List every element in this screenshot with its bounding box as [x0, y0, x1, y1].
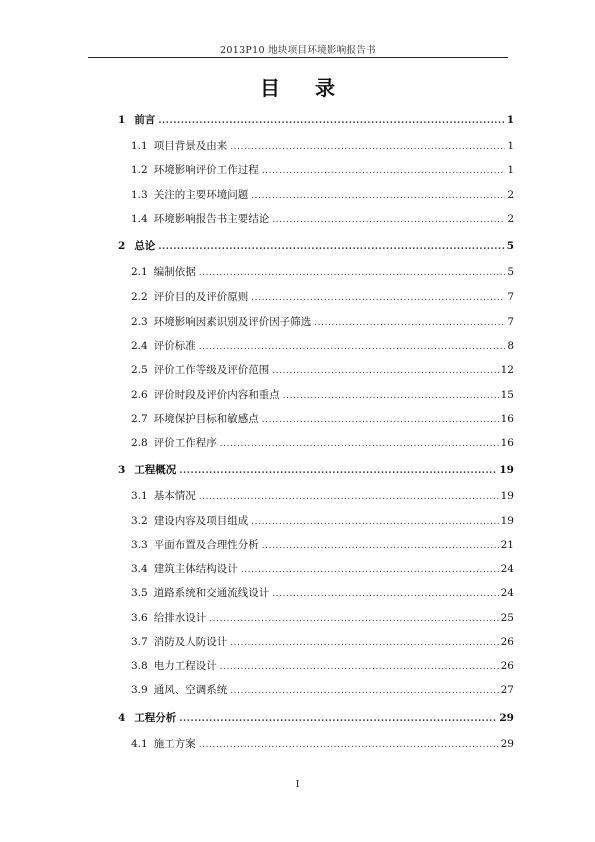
toc-entry-page: 1 [506, 114, 514, 126]
toc-entry-number: 2.8 [131, 437, 148, 449]
toc-section-entry[interactable] [131, 635, 514, 649]
toc-section-entry[interactable] [131, 489, 514, 503]
toc-entry-page: 21 [500, 539, 514, 551]
toc-entry-page: 1 [507, 140, 514, 152]
toc-dot-leader [251, 291, 505, 305]
toc-entry-title: 项目背景及由来 [153, 140, 228, 152]
toc-chapter-entry[interactable] [118, 239, 514, 253]
toc-section-entry[interactable] [131, 611, 514, 625]
toc-entry-number: 2 [118, 240, 126, 252]
toc-dot-leader [251, 189, 505, 203]
toc-section-entry[interactable] [131, 339, 514, 353]
toc-entry-page: 5 [507, 266, 514, 278]
toc-dot-leader [272, 213, 505, 227]
toc-entry-title: 工程概况 [134, 464, 177, 476]
toc-entry-page: 2 [507, 213, 514, 225]
toc-entry-title: 总论 [134, 240, 156, 252]
toc-entry-number: 1.2 [131, 164, 148, 176]
toc-entry-title: 编制依据 [153, 266, 196, 278]
toc-entry-title: 电力工程设计 [153, 660, 217, 672]
toc-entry-title: 关注的主要环境问题 [153, 189, 249, 201]
toc-section-entry[interactable] [131, 538, 514, 552]
toc-section-entry[interactable] [131, 436, 514, 450]
toc-section-entry[interactable] [131, 737, 514, 751]
toc-dot-leader [272, 364, 498, 378]
toc-dot-leader [220, 437, 499, 451]
toc-dot-leader [199, 490, 499, 504]
toc-entry-page: 2 [507, 189, 514, 201]
toc-section-entry[interactable] [131, 514, 514, 528]
toc-dot-leader [241, 563, 499, 577]
toc-entry-number: 4 [118, 712, 126, 724]
toc-entry-page: 1 [507, 164, 514, 176]
toc-section-entry[interactable] [131, 363, 514, 377]
toc-section-entry[interactable] [131, 586, 514, 600]
toc-entry-page: 29 [500, 738, 514, 750]
toc-entry-title: 消防及人防设计 [153, 636, 228, 648]
toc-dot-leader [199, 266, 506, 280]
toc-section-entry[interactable] [131, 212, 514, 226]
toc-entry-page: 8 [507, 340, 514, 352]
page-number: I [295, 780, 300, 790]
toc-section-entry[interactable] [131, 659, 514, 673]
toc-entry-number: 2.1 [131, 266, 148, 278]
toc-section-entry[interactable] [131, 139, 514, 153]
toc-entry-page: 24 [500, 587, 514, 599]
toc-section-entry[interactable] [131, 290, 514, 304]
toc-entry-number: 3.5 [131, 587, 148, 599]
toc-dot-leader [158, 114, 504, 128]
toc-entry-page: 19 [500, 490, 514, 502]
toc-entry-title: 前言 [134, 114, 156, 126]
toc-entry-page: 29 [499, 712, 514, 724]
toc-entry-title: 工程分析 [134, 712, 177, 724]
toc-entry-page: 12 [500, 364, 514, 376]
toc-entry-title: 评价目的及评价原则 [153, 291, 249, 303]
toc-dot-leader [283, 389, 499, 403]
toc-dot-leader [230, 636, 498, 650]
toc-dot-leader [251, 515, 498, 529]
toc-dot-leader [158, 240, 504, 254]
toc-section-entry[interactable] [131, 188, 514, 202]
toc-entry-page: 19 [500, 515, 514, 527]
toc-entry-number: 3.1 [131, 490, 148, 502]
toc-entry-number: 3.2 [131, 515, 148, 527]
toc-entry-page: 26 [500, 660, 514, 672]
toc-section-entry[interactable] [131, 562, 514, 576]
toc-dot-leader [199, 738, 499, 752]
toc-entry-number: 2.6 [131, 389, 148, 401]
toc-entry-page: 24 [500, 563, 514, 575]
toc-entry-title: 环境影响报告书主要结论 [153, 213, 270, 225]
toc-section-entry[interactable] [131, 412, 514, 426]
toc-entry-number: 4.1 [131, 738, 148, 750]
toc-entry-number: 3.6 [131, 612, 148, 624]
toc-dot-leader [209, 612, 498, 626]
toc-entry-page: 19 [499, 464, 514, 476]
toc-entry-number: 2.2 [131, 291, 148, 303]
toc-dot-leader [230, 140, 505, 154]
toc-entry-number: 1.3 [131, 189, 148, 201]
toc-entry-title: 环境保护目标和敏感点 [153, 413, 259, 425]
toc-entry-title: 建设内容及项目组成 [153, 515, 249, 527]
toc-section-entry[interactable] [131, 683, 514, 697]
toc-entry-number: 3 [118, 464, 126, 476]
toc-chapter-entry[interactable] [118, 463, 514, 477]
toc-entry-number: 2.4 [131, 340, 148, 352]
toc-entry-number: 3.8 [131, 660, 148, 672]
toc-dot-leader [220, 660, 499, 674]
toc-entry-number: 2.3 [131, 316, 148, 328]
toc-entry-title: 环境影响因素识别及评价因子筛选 [153, 316, 312, 328]
toc-entry-number: 1.4 [131, 213, 148, 225]
toc-entry-title: 通风、空调系统 [153, 684, 228, 696]
toc-entry-title: 建筑主体结构设计 [153, 563, 238, 575]
toc-section-entry[interactable] [131, 163, 514, 177]
toc-dot-leader [272, 587, 498, 601]
toc-dot-leader [179, 712, 497, 726]
toc-chapter-entry[interactable] [118, 113, 514, 127]
toc-dot-leader [179, 464, 497, 478]
toc-entry-title: 施工方案 [153, 738, 196, 750]
toc-entry-number: 3.9 [131, 684, 148, 696]
toc-entry-page: 5 [506, 240, 514, 252]
toc-dot-leader [199, 340, 506, 354]
toc-entry-page: 15 [500, 389, 514, 401]
page-title: 目 录 [260, 76, 349, 100]
toc-entry-title: 评价工作等级及评价范围 [153, 364, 270, 376]
toc-entry-page: 7 [507, 291, 514, 303]
toc-entry-number: 3.7 [131, 636, 148, 648]
toc-entry-number: 2.5 [131, 364, 148, 376]
toc-entry-number: 1.1 [131, 140, 148, 152]
toc-entry-page: 16 [500, 413, 514, 425]
toc-entry-title: 评价时段及评价内容和重点 [153, 389, 280, 401]
toc-dot-leader [262, 413, 499, 427]
toc-entry-title: 给排水设计 [153, 612, 207, 624]
toc-entry-title: 基本情况 [153, 490, 196, 502]
toc-chapter-entry[interactable] [118, 711, 514, 725]
toc-entry-page: 7 [507, 316, 514, 328]
toc-dot-leader [262, 164, 506, 178]
toc-entry-page: 16 [500, 437, 514, 449]
toc-entry-title: 环境影响评价工作过程 [153, 164, 259, 176]
toc-dot-leader [230, 684, 498, 698]
toc-entry-title: 平面布置及合理性分析 [153, 539, 259, 551]
running-header: 2013P10 地块项目环境影响报告书 [220, 45, 376, 56]
toc-section-entry[interactable] [131, 315, 514, 329]
toc-dot-leader [262, 539, 499, 553]
toc-section-entry[interactable] [131, 388, 514, 402]
toc-entry-title: 评价工作程序 [153, 437, 217, 449]
toc-entry-page: 25 [500, 612, 514, 624]
toc-entry-title: 道路系统和交通流线设计 [153, 587, 270, 599]
toc-section-entry[interactable] [131, 265, 514, 279]
toc-entry-number: 2.7 [131, 413, 148, 425]
toc-entry-page: 26 [500, 636, 514, 648]
toc-entry-page: 27 [500, 684, 514, 696]
toc-entry-number: 3.3 [131, 539, 148, 551]
toc-entry-number: 3.4 [131, 563, 148, 575]
toc-dot-leader [314, 316, 505, 330]
toc-entry-title: 评价标准 [153, 340, 196, 352]
toc-entry-number: 1 [118, 114, 126, 126]
